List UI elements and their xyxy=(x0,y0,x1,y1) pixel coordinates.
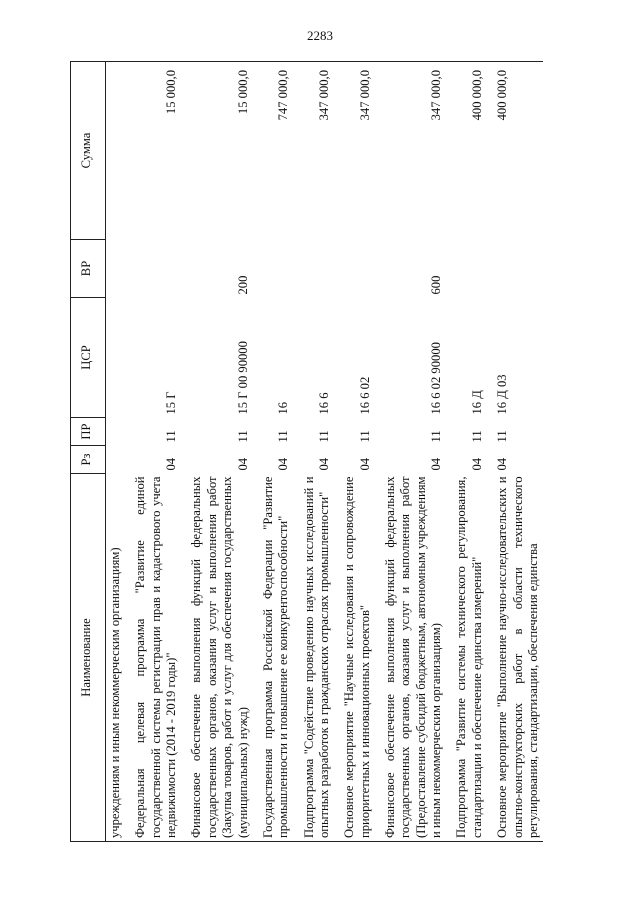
row-sum: 400 000,0 xyxy=(452,62,493,240)
row-csr: 15 Г xyxy=(164,391,179,415)
row-rz: 04 xyxy=(357,457,372,471)
row-sum xyxy=(106,62,132,240)
table-row xyxy=(106,62,132,842)
row-sum: 400 000,0 xyxy=(493,62,543,240)
table-row xyxy=(381,62,452,842)
row-sum: 347 000,0 xyxy=(381,62,452,240)
row-csr xyxy=(106,298,132,418)
header-rz: Рз xyxy=(71,446,106,474)
row-pr: 11 xyxy=(276,430,291,443)
row-vr xyxy=(340,240,381,298)
row-rz: 04 xyxy=(316,457,331,471)
row-rz: 04 xyxy=(469,457,484,471)
row-name: Финансовое обеспечение выполнения функций федеральных государственных органов, оказания услуг и выполнения работ (Предоставление субсидий бюджетным, автономным учреждениям и иным некоммерческим организациям) xyxy=(381,474,452,842)
row-name: Подпрограмма "Содействие проведению научных исследований и опытных разработок в гражданских отраслях промышленности" xyxy=(300,474,341,842)
row-name: Основное мероприятие "Научные исследования и сопровождение приоритетных и инновационных проектов" xyxy=(340,474,381,842)
row-vr xyxy=(259,240,300,298)
header-pr: ПР xyxy=(71,418,106,446)
row-pr: 11 xyxy=(357,430,372,443)
row-pr: 11 xyxy=(495,430,510,443)
row-vr xyxy=(493,240,543,298)
row-pr: 11 xyxy=(164,430,179,443)
row-name: Федеральная целевая программа "Развитие единой государственной системы регистрации прав и кадастрового учета недвижимости (2014 - 2019 годы)" xyxy=(131,474,187,842)
table-row xyxy=(340,62,381,842)
row-rz xyxy=(106,446,132,474)
rotated-table-page xyxy=(70,62,610,842)
row-sum: 347 000,0 xyxy=(340,62,381,240)
row-vr: 600 xyxy=(429,275,444,295)
header-vr: ВР xyxy=(71,240,106,298)
row-csr: 16 6 02 xyxy=(357,376,372,415)
row-name: учреждениям и иным некоммерческим организациям) xyxy=(106,474,132,842)
row-name: Финансовое обеспечение выполнения функций федеральных государственных органов, оказания услуг и выполнения работ (Закупка товаров, работ и услуг для обеспечения государственных (муниципальных) нужд) xyxy=(187,474,258,842)
row-csr: 15 Г 00 90000 xyxy=(235,341,250,415)
row-pr: 11 xyxy=(235,430,250,443)
row-csr: 16 Д xyxy=(469,390,484,415)
row-name: Подпрограмма "Развитие системы технического регулирования, стандартизации и обеспечение единства измерений" xyxy=(452,474,493,842)
table-row xyxy=(493,62,543,842)
row-sum: 747 000,0 xyxy=(259,62,300,240)
header-csr: ЦСР xyxy=(71,298,106,418)
row-csr: 16 6 02 90000 xyxy=(429,342,444,415)
row-rz: 04 xyxy=(235,457,250,471)
table-row xyxy=(131,62,187,842)
row-vr: 200 xyxy=(235,275,250,295)
row-name: Государственная программа Российской Федерации "Развитие промышленности и повышение ее конкурентоспособности" xyxy=(259,474,300,842)
row-csr: 16 Д 03 xyxy=(495,374,510,415)
budget-table xyxy=(70,61,543,842)
row-pr xyxy=(106,418,132,446)
table-row xyxy=(187,62,258,842)
row-vr xyxy=(452,240,493,298)
row-csr: 16 xyxy=(276,401,291,415)
table-row xyxy=(259,62,300,842)
row-sum: 347 000,0 xyxy=(300,62,341,240)
page-number: 2283 xyxy=(307,28,333,43)
row-sum: 15 000,0 xyxy=(131,62,187,240)
row-vr xyxy=(300,240,341,298)
table-row xyxy=(300,62,341,842)
row-rz: 04 xyxy=(164,457,179,471)
row-pr: 11 xyxy=(316,430,331,443)
table-header-row xyxy=(71,62,106,842)
row-rz: 04 xyxy=(429,457,444,471)
table-row xyxy=(452,62,493,842)
row-csr: 16 6 xyxy=(316,392,331,415)
row-rz: 04 xyxy=(495,457,510,471)
row-vr xyxy=(106,240,132,298)
row-pr: 11 xyxy=(429,430,444,443)
row-vr xyxy=(131,240,187,298)
row-sum: 15 000,0 xyxy=(187,62,258,240)
header-sum: Сумма xyxy=(71,62,106,240)
header-name: Наименование xyxy=(71,474,106,842)
row-rz: 04 xyxy=(276,457,291,471)
row-pr: 11 xyxy=(469,430,484,443)
row-name: Основное мероприятие "Выполнение научно-исследовательских и опытно-конструкторских работ в области технического регулирования, стандартизации, обеспечения единства xyxy=(493,474,543,842)
